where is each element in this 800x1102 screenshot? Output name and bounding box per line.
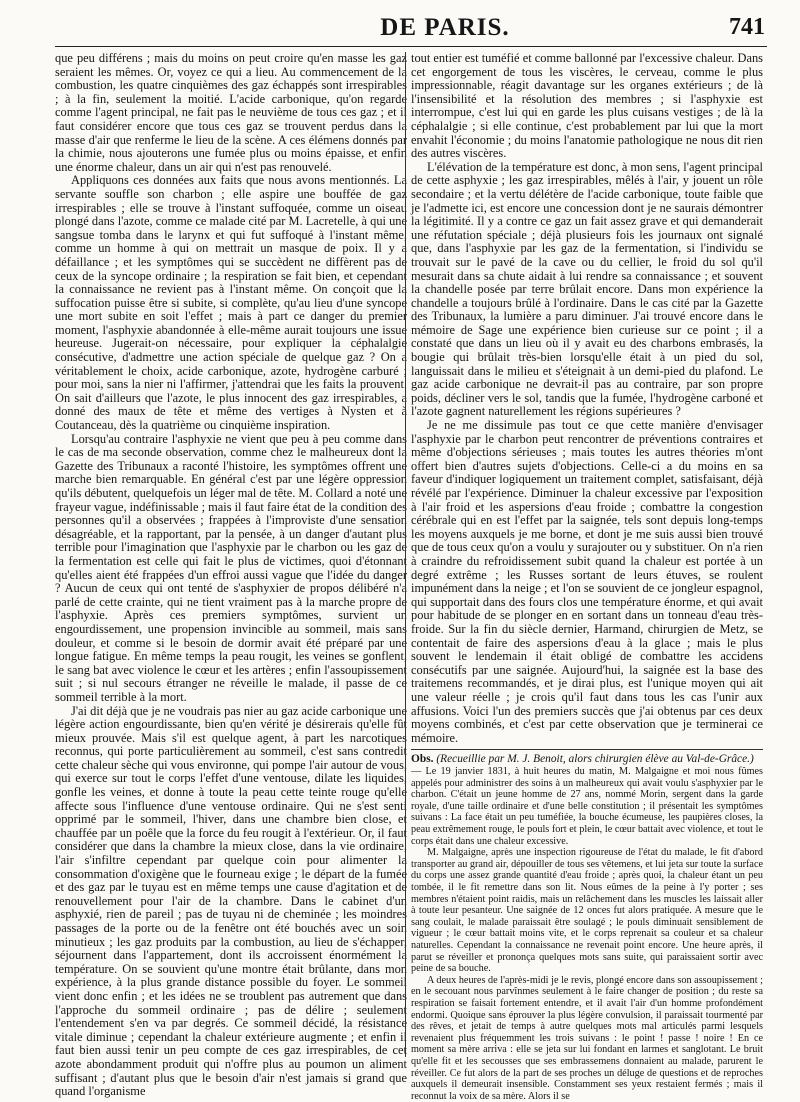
column-divider <box>405 52 406 1057</box>
section-rule <box>411 749 763 750</box>
right-column <box>411 51 763 1102</box>
observation-label: Obs. <box>411 753 434 766</box>
observation-paragraph: M. Malgaigne, après une inspection rigoureuse de l'état du malade, le fit d'abord transporter au grand air, dépouiller de tous ses vêtemens, et lui jeta sur toute la surface du corps une assez grande quantité d'eau froide ; après quoi, la chaleur étant un peu tombée, il le fit remettre dans son lit. Nous eûmes de la peine à l'y porter ; ses membres n'étaient point raidis, mais un relâchement dans les muscles les laissait aller à toute leur pesanteur. Une saignée de 12 onces fut alors pratiquée. A mesure que le sang coulait, le malade paraissait être soulagé ; le pouls diminuait sensiblement de vigueur ; le cœur battait moins vite, et le corps reprenait sa couleur et sa chaleur naturelles. Cependant la connaissance ne revenait point encore. Une heure après, il parut se réveiller et prononça quelques mots sans suite, qui paraissaient sortir avec peine de sa bouche. <box>411 847 763 975</box>
paragraph: L'élévation de la température est donc, à mon sens, l'agent principal de cette asphyxie ; les gaz irrespirables, mêlés à l'air, y jouent un rôle secondaire ; et la vertu délétère de l'acide carbonique, toute faible que je l'admette ici, est encore une concession dont je ne saurais démontrer la légitimité. Il y a contre ce gaz un fait assez grave et qui demanderait une réfutation spéciale ; déjà plusieurs fois les journaux ont signalé que, dans l'asphyxie par les gaz de la fermentation, si l'individu se trouvait sur le pavé de la cave ou du cellier, le froid du sol qu'il mesurait dans sa chute aidait à lui rendre sa connaissance ; et souvent la chandelle posée par terre brûlait encore. Dans mon expérience la chandelle a toujours brûlé à l'ordinaire. Dans le cas cité par la Gazette des Tribunaux, la lumière a paru diminuer. J'ai trouvé encore dans le mémoire de Sage une expérience bien curieuse sur ce point ; il a constaté que dans un lieu où il y avait eu des charbons embrasés, la bougie qui brûlait très-bien lorsqu'elle était à un pied du sol, languissait dans le milieu et s'éteignait à un demi-pied du plafond. Le gaz acide carbonique ne devrait-il pas au contraire, par son propre poids, décliner vers le sol, tandis que la fumée, l'hydrogène carboné et l'azote gagnent naturellement les régions supérieures ? <box>411 159 763 419</box>
paragraph: Lorsqu'au contraire l'asphyxie ne vient que peu à peu comme dans le cas de ma seconde observation, comme chez le malheureux dont la Gazette des Tribunaux a raconté l'histoire, les symptômes offrent une marche bien remarquable. En général c'est par une légère oppression qu'ils débutent, quelquefois un léger mal de tête. M. Collard a noté une frayeur vague, indéfinissable ; mais il faut faire état de la condition des personnes qu'il a observées ; frappées à l'improviste d'une sensation désagréable, et la rapportant, par la pensée, à un danger d'autant plus terrible pour l'imagination que l'asphyxie par le charbon ou les gaz de la fermentation est celle qui fait le plus de victimes, quoi d'étonnant qu'elles aient été frappées d'un effroi aussi vague que l'idée du danger ? Aucun de ceux qui ont tenté de s'asphyxier de propos délibéré n'a parlé de cette crainte, qui ne tient vraiment pas à la marche propre de l'asphyxie. Après ces premiers symptômes, survient un engourdissement, une propension invincible au sommeil, mais sans douleur, et comme si le besoin de dormir avait été préparé par une longue fatigue. En même temps la peau rougit, les veines se gonflent, le sang bat avec violence le cœur et les artères ; enfin l'assoupissement suit ; si nul secours étranger ne réveille le malade, il passe de ce sommeil terrible à la mort. <box>55 431 407 704</box>
paragraph: J'ai dit déjà que je ne voudrais pas nier au gaz acide carbonique une légère action engourdissante, bien qu'en vérité je désirerais qu'elle fût mieux prouvée. Mais s'il est quelque agent, à part les narcotiques reconnus, qui porte particulièrement au sommeil, c'est sans contredit cette chaleur sèche qui vous environne, qui pompe l'air autour de vous, qui exerce sur tout le corps l'effet d'une ventouse, dilate les liquides, gonfle les veines, et donne à toute la peau cette teinte rouge qu'elle affecte sous l'influence d'une ventouse ordinaire. Qui ne s'est senti opprimé par le sommeil, l'hiver, dans une chambre bien close, et chauffée par un poêle que la force du feu rougit à l'extérieur. Or, il faut considérer que dans la chambre la mieux close, dans la vie ordinaire, l'air s'infiltre cependant par quelque coin pour alimenter la consommation d'oxigène que le fourneau exige ; le départ de la fumée et des gaz par le tuyau est en même temps une cause d'agitation et de renouvellement pour l'air de la chambre. Dans le cabinet d'un asphyxié, rien de pareil ; pas de tuyau ni de cheminée ; les moindres passages de la porte ou de la fenêtre ont été bouchés avec un soin minutieux ; les gaz produits par la combustion, au lieu de s'échapper, séjournent dans l'appartement, dont ils accroissent énormément la température. On se souvient qu'une montre était brûlante, dans mon expérience, à la plus grande distance possible du foyer. Le sommeil vient donc enfin ; et les idées ne se troublent pas autrement que dans l'approche du sommeil ordinaire ; pas de délire ; seulement l'entendement s'en va par degrés. Ce sommeil décidé, la résistance vitale diminue ; cependant la chaleur extérieure augmente ; et enfin il faut bien aussi tenir un peu compte de ces gaz irrespirables, de cet azote abondamment produit qui n'offre plus au poumon un aliment suffisant ; d'autant plus que le besoin d'air n'est jamais si grand que quand l'organisme <box>55 703 407 1099</box>
paragraph: Je ne me dissimule pas tout ce que cette manière d'envisager l'asphyxie par le charbon peut rencontrer de préventions contraires et même d'objections sérieuses ; mais toutes les autres théories m'ont offert bien d'autres sujets d'objections. Celle-ci a du moins en sa faveur d'indiquer logiquement un traitement complet, satisfaisant, déjà révélé par l'expérience. Diminuer la chaleur excessive par l'exposition à l'air froid et les aspersions d'eau froide ; combattre la congestion cérébrale qui en est l'effet par la saignée, tels sont depuis long-temps les moyens auxquels je me borne, et dont je me suis aussi bien trouvé que de tous ceux qu'on a voulu y surajouter ou y substituer. On n'a rien à craindre du refroidissement subit quand la chaleur est portée à un degré extrême ; les Russes sortant de leurs étuves, se roulent impunément dans la neige ; et l'on se souvient de ce jongleur espagnol, qui supportait dans des fours clos une température énorme, et qui avait pour habitude de se plonger en en sortant dans un tonneau d'eau très-froide. Sur la fin du siècle dernier, Harmand, chirurgien de Metz, se contentait de faire des aspersions d'eau à la glace ; mais le plus souvent le lendemain il était obligé de combattre les accidens consécutifs par une saignée. Aujourd'hui, la saignée est la base des traitemens recommandés, et je dirai plus, est l'unique moyen qui ait une valeur réelle ; je crois qu'il faut dans tous les cas l'unir aux affusions. Voici l'un des premiers succès que j'ai obtenus par ces deux moyens combinés, et c'est par cette observation que je terminerai ce mémoire. <box>411 418 763 745</box>
running-title: DE PARIS. <box>380 14 510 41</box>
observation-paragraph: A deux heures de l'après-midi je le revis, plongé encore dans son assoupissement ; en le secouant nous parvînmes seulement à le faire changer de position ; du reste sa respiration se faisait fortement entendre, et il avait l'air d'un homme profondément endormi. Quoique sans éprouver la plus légère convulsion, il paraissait tourmenté par des rêves, et jetait de temps à autre quelques mots mal articulés parmi lesquels revenaient plus fréquemment les trois suivans : le point ! passe ! noire ! En ce moment sa mère arriva : elle se jeta sur lui fondant en larmes et sanglotant. Le bruit qu'elle fit et les secousses que ses embrassemens donnaient au malade, parurent le réveiller. Ce fut alors de la part de ses proches un déluge de questions et de reproches auxquels il demeurait insensible. Constamment ses yeux restaient fermés ; mais il reconnut la voix de sa mère. Alors il se <box>411 974 763 1102</box>
header-rule <box>55 46 767 47</box>
observation-heading <box>411 753 763 766</box>
observation-paragraph: — Le 19 janvier 1831, à huit heures du matin, M. Malgaigne et moi nous fûmes appelés pour administrer des soins à un malheureux qui avait voulu s'asphyxier par le charbon. C'était un jeune homme de 27 ans, nommé Morin, sergent dans la garde royale, d'une taille ordinaire et d'une belle constitution ; il présentait les symptômes suivans : La face était un peu tuméfiée, la bouche écumeuse, les paupières closes, la peau extrêmement rouge, le pouls fort et plein, le cœur battait avec violence, et tout le corps était dans une chaleur excessive. <box>411 766 763 847</box>
left-column <box>55 51 407 1099</box>
page-header <box>60 14 765 48</box>
paragraph: Appliquons ces données aux faits que nous avons mentionnés. La servante souffle son charbon ; elle aspire une bouffée de gaz irrespirables ; elle se trouve à l'instant suffoquée, comme un oiseau plongé dans l'azote, comme ce malade cité par M. Lacretelle, à qui une sangsue tomba dans le larynx et qui fut suffoqué à l'instant même, comme un homme à qui on mettrait un masque de poix. Il y a défaillance ; et les symptômes qui se succèdent ne diffèrent pas de ceux de la syncope ordinaire ; la respiration se fait bien, et cependant la connaissance ne revient pas à l'instant même. On conçoit que la suffocation puisse être si subite, si complète, qu'au lieu d'une syncope une mort subite en soit l'effet ; mais à part ce danger du premier moment, l'asphyxie abandonnée à elle-même aurait toujours une issue heureuse. Jugerait-on nécessaire, pour expliquer la céphalalgie consécutive, d'admettre une action spéciale de quelque gaz ? On a véritablement le choix, acide carbonique, azote, hydrogène carburé ; pour moi, sans la nier ni l'affirmer, j'attendrai que les faits la prouvent. On sait d'ailleurs que l'azote, le plus innocent des gaz irrespirables, a donné des maux de tête et même des vertiges à Nysten et à Coutanceau, dès la quatrième ou cinquième inspiration. <box>55 173 407 433</box>
page-number: 741 <box>729 14 765 40</box>
paragraph: que peu différens ; mais du moins on peut croire qu'en masse les gaz seraient les mêmes. Or, voyez ce qui a lieu. Au commencement de la combustion, les quatre cinquièmes des gaz échappés sont irrespirables ; à la fin, seulement la moitié. L'acide carbonique, qu'on regarde comme l'agent principal, ne fait pas le neuvième de tous ces gaz ; et il faut considérer encore que tous ces gaz se trouvent perdus dans la masse d'air que renferme le lieu de la scène. A ces élémens donnés par la chimie, nous ajouterons une fumée plus ou moins épaisse, et enfin une énorme chaleur, dans un air qui n'est pas renouvelé. <box>55 51 407 174</box>
paragraph: tout entier est tuméfié et comme ballonné par l'excessive chaleur. Dans cet engorgement de tous les viscères, le cerveau, comme le plus impressionnable, réagit davantage sur les organes extérieurs ; de là l'insensibilité et la résolution des membres ; si l'asphyxie est interrompue, c'est lui qui en garde les plus cuisans vestiges ; de là la céphalalgie ; si elle continue, c'est probablement par lui que la mort envahit l'économie ; du moins l'anatomie pathologique ne nous dit rien des autres viscères. <box>411 51 763 161</box>
observation-source: (Recueillie par M. J. Benoit, alors chirurgien élève au Val-de-Grâce.) <box>436 753 754 766</box>
